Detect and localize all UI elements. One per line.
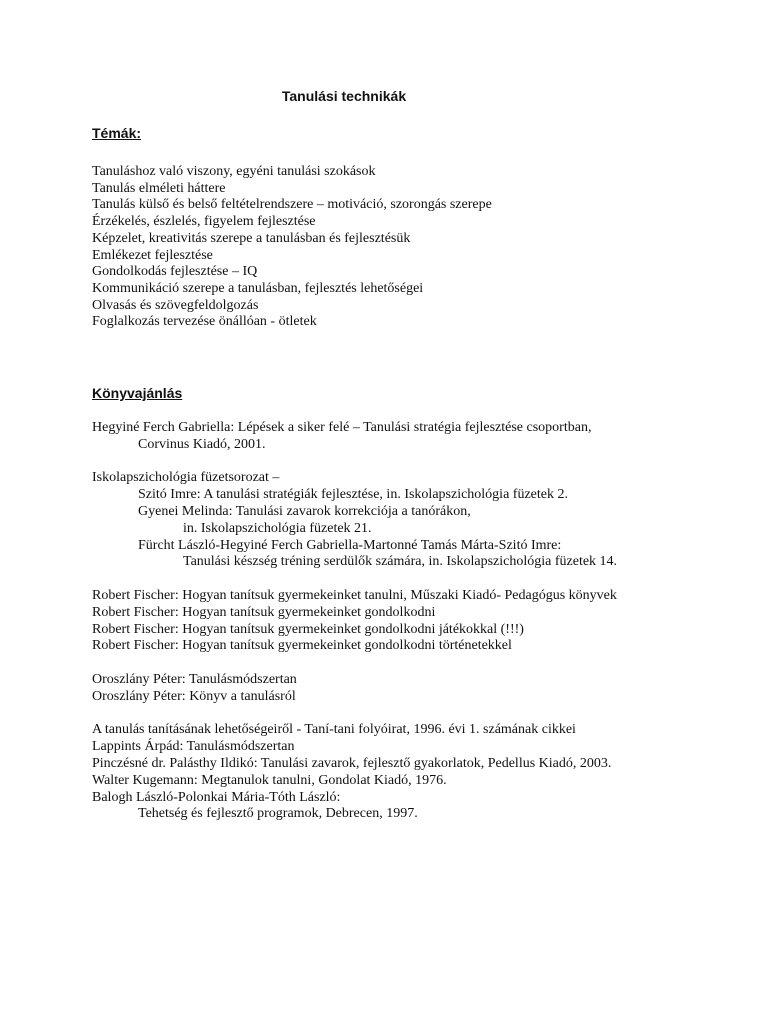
spacer <box>92 706 617 723</box>
spacer <box>92 454 617 471</box>
books-heading: Könyvajánlás <box>92 385 183 401</box>
topic-item: Érzékelés, észlelés, figyelem fejlesztése <box>92 214 316 230</box>
topic-item: Foglalkozás tervezése önállóan - ötletek <box>92 314 317 330</box>
spacer <box>92 655 617 672</box>
book-entry-line: Pinczésné dr. Palásthy Ildikó: Tanulási zavarok, fejlesztő gyakorlatok, Pedellus Kiadó, 2003. <box>92 755 612 771</box>
book-entry-line: Fürcht László-Hegyiné Ferch Gabriella-Martonné Tamás Márta-Szitó Imre: <box>138 537 562 553</box>
topic-item: Képzelet, kreativitás szerepe a tanulásban és fejlesztésük <box>92 230 411 246</box>
book-entry-line: Hegyiné Ferch Gabriella: Lépések a siker felé – Tanulási stratégia fejlesztése csoportban, <box>92 420 592 435</box>
book-entry-line: Robert Fischer: Hogyan tanítsuk gyermekeinket gondolkodni játékokkal (!!!) <box>92 621 524 637</box>
topic-item: Tanuláshoz való viszony, egyéni tanulási szokások <box>92 164 376 179</box>
topic-item: Emlékezet fejlesztése <box>92 247 213 263</box>
book-entry-line: Balogh László-Polonkai Mária-Tóth László: <box>92 789 341 805</box>
book-entry-line: Oroszlány Péter: Könyv a tanulásról <box>92 688 296 704</box>
book-entry-line: Oroszlány Péter: Tanulásmódszertan <box>92 671 297 687</box>
book-entry-line: Tehetség és fejlesztő programok, Debrecen, 1997. <box>138 806 418 822</box>
title-text: Tanulási technikák <box>281 88 407 104</box>
topic-item: Kommunikáció szerepe a tanulásban, fejlesztés lehetőségei <box>92 280 424 296</box>
book-entry-line: Lappints Árpád: Tanulásmódszertan <box>92 739 295 755</box>
book-entry-line: Tanulási készség tréning serdülők számára, in. Iskolapszichológia füzetek 14. <box>183 554 618 570</box>
document-title <box>0 88 688 104</box>
spacer <box>92 571 617 588</box>
topic-item: Tanulás elméleti háttere <box>92 180 226 196</box>
book-entry-line: Robert Fischer: Hogyan tanítsuk gyermekeinket gondolkodni történetekkel <box>92 638 512 654</box>
book-entry-line: Walter Kugemann: Megtanulok tanulni, Gondolat Kiadó, 1976. <box>92 772 447 788</box>
book-entry-line: A tanulás tanításának lehetőségeiről - Taní-tani folyóirat, 1996. évi 1. számának cikkei <box>92 722 576 738</box>
book-entry-line: Iskolapszichológia füzetsorozat – <box>92 470 280 486</box>
book-entry-line: Gyenei Melinda: Tanulási zavarok korrekciója a tanórákon, <box>138 503 471 519</box>
topic-item: Olvasás és szövegfeldolgozás <box>92 297 259 313</box>
topic-item: Tanulás külső és belső feltételrendszere – motiváció, szorongás szerepe <box>92 197 492 213</box>
book-entry-line: Corvinus Kiadó, 2001. <box>138 436 266 452</box>
topics-heading: Témák: <box>92 125 142 141</box>
book-recommendations <box>92 420 617 823</box>
topics-list <box>92 164 492 331</box>
book-entry-line: Robert Fischer: Hogyan tanítsuk gyermekeinket tanulni, Műszaki Kiadó- Pedagógus könyvek <box>92 587 617 603</box>
topic-item: Gondolkodás fejlesztése – IQ <box>92 264 258 280</box>
book-entry-line: in. Iskolapszichológia füzetek 21. <box>183 520 372 536</box>
book-entry-line: Szitó Imre: A tanulási stratégiák fejlesztése, in. Iskolapszichológia füzetek 2. <box>138 487 568 503</box>
book-entry-line: Robert Fischer: Hogyan tanítsuk gyermekeinket gondolkodni <box>92 604 436 620</box>
